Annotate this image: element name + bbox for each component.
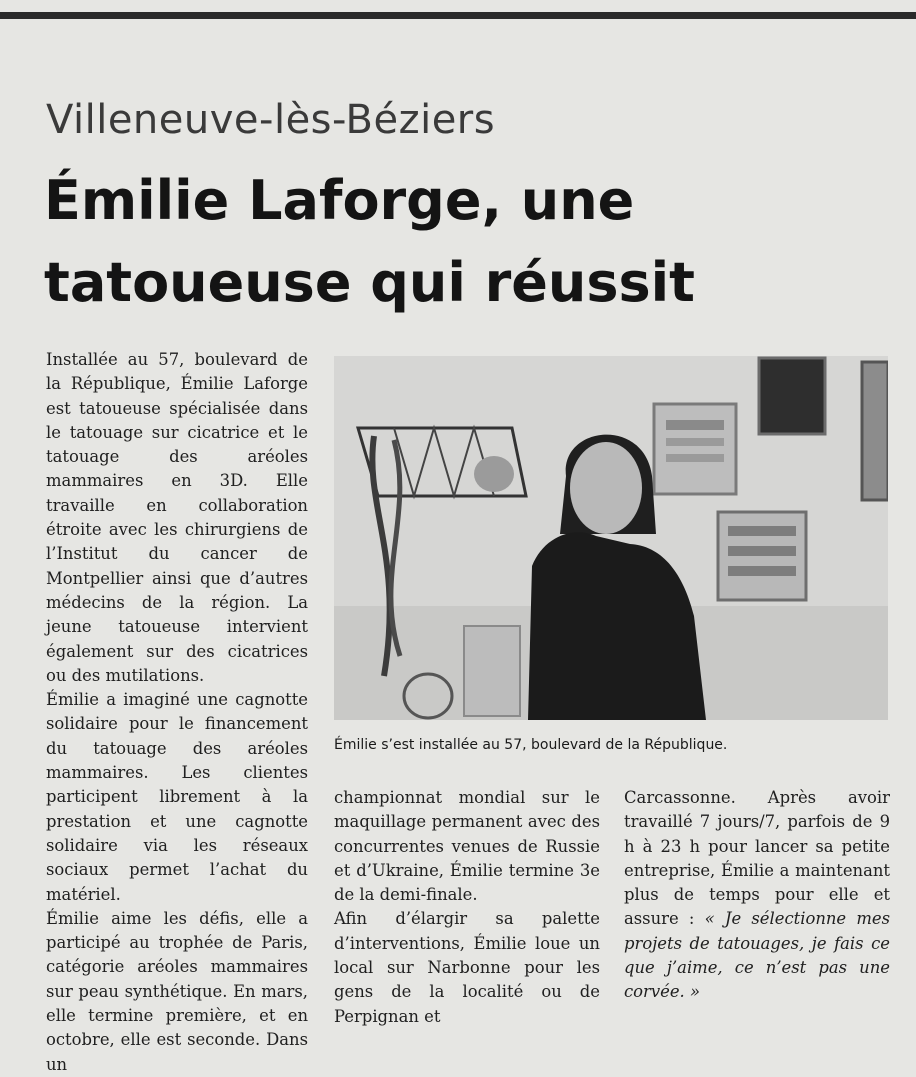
quote: « Je sélectionne mes projets de tatouages, je fais ce que j’aime, ce n’est pas une corvée. »: [624, 909, 890, 1002]
article-column-1: [46, 348, 308, 1074]
photo-illustration: [334, 356, 888, 720]
article-kicker: Villeneuve-lès-Béziers: [46, 97, 496, 143]
paragraph-text: Carcassonne. Après avoir travaillé 7 jours/7, parfois de 9 h à 23 h pour lancer sa petite entreprise, Émilie a maintenant plus de temps pour elle et assure :: [624, 788, 890, 929]
article-headline: Émilie Laforge, une tatoueuse qui réussit: [44, 169, 695, 314]
paragraph: Installée au 57, boulevard de la République, Émilie Laforge est tatoueuse spécialisée dans le tatouage sur cicatrice et le tatouage des aréoles mammaires en 3D. Elle travaille en collaboration étroite avec les chirurgiens de l’Institut du cancer de Montpellier ainsi que d’autres médecins de la région. La jeune tatoueuse intervient également sur des cicatrices ou des mutilations.: [46, 350, 308, 685]
paragraph: Afin d’élargir sa palette d’interventions, Émilie loue un local sur Narbonne pour les gens de la localité ou de Perpignan et: [334, 909, 600, 1026]
paragraph: championnat mondial sur le maquillage permanent avec des concurrentes venues de Russie et d’Ukraine, Émilie termine 3e de la demi-finale.: [334, 788, 600, 905]
article-column-3: [624, 786, 890, 1006]
paragraph: Émilie aime les défis, elle a participé au trophée de Paris, catégorie aréoles mammaires sur peau synthétique. En mars, elle termine première, et en octobre, elle est seconde. Dans un: [46, 908, 308, 1074]
photo-caption: Émilie s’est installée au 57, boulevard de la République.: [334, 737, 728, 753]
top-rule: [0, 12, 916, 19]
paragraph: Émilie a imaginé une cagnotte solidaire pour le financement du tatouage des aréoles mammaires. Les clientes participent librement à la prestation et une cagnotte solidaire via les réseaux sociaux permet l’achat du matériel.: [46, 690, 308, 904]
article-column-2: [334, 786, 600, 1026]
article-photo: [334, 356, 888, 720]
paragraph: [624, 786, 890, 1005]
